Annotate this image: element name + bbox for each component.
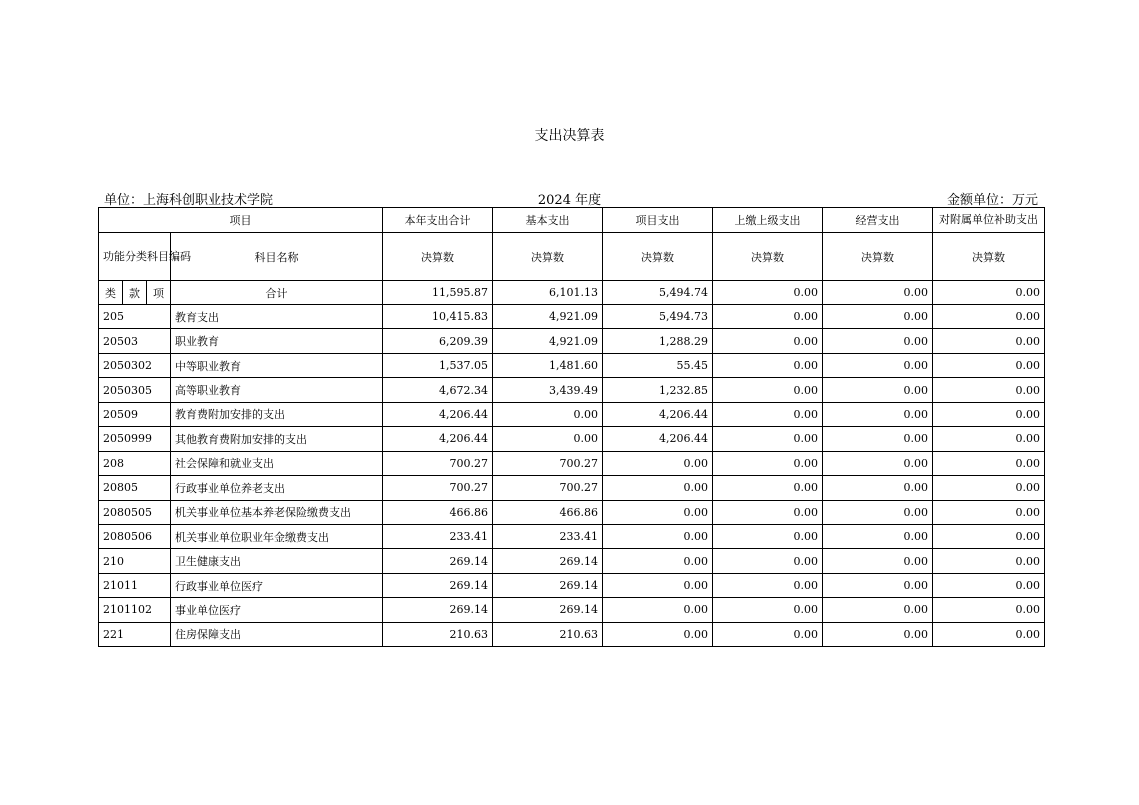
row-value: 0.00 <box>933 598 1045 622</box>
row-value: 5,494.73 <box>603 305 713 329</box>
table-row <box>99 353 1045 377</box>
row-value: 700.27 <box>493 476 603 500</box>
row-subject-name: 教育费附加安排的支出 <box>171 402 383 426</box>
row-value: 0.00 <box>933 427 1045 451</box>
row-value: 0.00 <box>603 451 713 475</box>
row-subject-name: 行政事业单位医疗 <box>171 573 383 597</box>
year-label: 2024 年度 <box>537 193 602 208</box>
row-code: 208 <box>99 451 171 475</box>
table-row <box>99 598 1045 622</box>
settle-label: 决算数 <box>823 233 933 281</box>
row-value: 0.00 <box>823 573 933 597</box>
row-value: 0.00 <box>713 524 823 548</box>
total-label: 合计 <box>171 281 383 305</box>
table-row <box>99 427 1045 451</box>
row-subject-name: 行政事业单位养老支出 <box>171 476 383 500</box>
row-value: 0.00 <box>933 451 1045 475</box>
row-value: 0.00 <box>933 378 1045 402</box>
row-value: 233.41 <box>493 524 603 548</box>
row-subject-name: 住房保障支出 <box>171 622 383 646</box>
row-subject-name: 机关事业单位职业年金缴费支出 <box>171 524 383 548</box>
header-project: 项目 <box>99 208 383 233</box>
table-row <box>99 549 1045 573</box>
row-value: 0.00 <box>933 549 1045 573</box>
table-row <box>99 451 1045 475</box>
table-row <box>99 500 1045 524</box>
row-value: 1,537.05 <box>383 353 493 377</box>
settle-label: 决算数 <box>383 233 493 281</box>
row-value: 0.00 <box>603 476 713 500</box>
header-xiang: 项 <box>147 281 171 305</box>
row-value: 0.00 <box>823 378 933 402</box>
row-value: 0.00 <box>603 598 713 622</box>
row-value: 0.00 <box>933 573 1045 597</box>
row-value: 0.00 <box>823 329 933 353</box>
row-subject-name: 职业教育 <box>171 329 383 353</box>
header-project-expense: 项目支出 <box>603 208 713 233</box>
total-value: 0.00 <box>713 281 823 305</box>
row-value: 0.00 <box>823 549 933 573</box>
row-subject-name: 其他教育费附加安排的支出 <box>171 427 383 451</box>
row-code: 20509 <box>99 402 171 426</box>
row-value: 0.00 <box>823 427 933 451</box>
row-value: 233.41 <box>383 524 493 548</box>
row-value: 0.00 <box>603 500 713 524</box>
header-subsidy: 对附属单位补助支出 <box>933 208 1045 233</box>
row-value: 0.00 <box>823 305 933 329</box>
row-value: 1,288.29 <box>603 329 713 353</box>
row-value: 1,232.85 <box>603 378 713 402</box>
row-value: 269.14 <box>383 598 493 622</box>
total-value: 0.00 <box>823 281 933 305</box>
row-value: 0.00 <box>933 476 1045 500</box>
row-subject-name: 机关事业单位基本养老保险缴费支出 <box>171 500 383 524</box>
row-value: 0.00 <box>713 573 823 597</box>
total-value: 6,101.13 <box>493 281 603 305</box>
total-value: 11,595.87 <box>383 281 493 305</box>
row-value: 0.00 <box>493 427 603 451</box>
row-code: 221 <box>99 622 171 646</box>
row-value: 4,921.09 <box>493 329 603 353</box>
row-value: 4,921.09 <box>493 305 603 329</box>
table-row <box>99 378 1045 402</box>
row-value: 3,439.49 <box>493 378 603 402</box>
table-row <box>99 329 1045 353</box>
row-value: 0.00 <box>933 353 1045 377</box>
settle-label: 决算数 <box>493 233 603 281</box>
table-row <box>99 524 1045 548</box>
row-value: 0.00 <box>603 549 713 573</box>
row-value: 6,209.39 <box>383 329 493 353</box>
page-title: 支出决算表 <box>534 128 605 144</box>
header-total: 本年支出合计 <box>383 208 493 233</box>
row-value: 4,672.34 <box>383 378 493 402</box>
row-value: 210.63 <box>383 622 493 646</box>
row-code: 20805 <box>99 476 171 500</box>
row-code: 2101102 <box>99 598 171 622</box>
row-code: 205 <box>99 305 171 329</box>
row-value: 0.00 <box>933 329 1045 353</box>
header-subject-name: 科目名称 <box>171 233 383 281</box>
row-value: 55.45 <box>603 353 713 377</box>
row-value: 0.00 <box>823 402 933 426</box>
row-subject-name: 事业单位医疗 <box>171 598 383 622</box>
table-row <box>99 402 1045 426</box>
row-value: 4,206.44 <box>603 402 713 426</box>
row-value: 0.00 <box>933 524 1045 548</box>
row-value: 210.63 <box>493 622 603 646</box>
table-row <box>99 622 1045 646</box>
row-value: 0.00 <box>823 598 933 622</box>
row-value: 4,206.44 <box>383 427 493 451</box>
total-value: 5,494.74 <box>603 281 713 305</box>
row-value: 700.27 <box>383 451 493 475</box>
row-value: 0.00 <box>603 573 713 597</box>
row-value: 466.86 <box>493 500 603 524</box>
row-subject-name: 卫生健康支出 <box>171 549 383 573</box>
row-value: 0.00 <box>823 451 933 475</box>
header-upper: 上缴上级支出 <box>713 208 823 233</box>
settle-label: 决算数 <box>933 233 1045 281</box>
row-subject-name: 中等职业教育 <box>171 353 383 377</box>
row-value: 0.00 <box>933 402 1045 426</box>
row-value: 0.00 <box>603 622 713 646</box>
row-code: 2050305 <box>99 378 171 402</box>
amount-unit-label: 金额单位：万元 <box>946 193 1038 208</box>
row-value: 0.00 <box>823 476 933 500</box>
table-row <box>99 573 1045 597</box>
row-value: 0.00 <box>823 353 933 377</box>
row-code: 2050302 <box>99 353 171 377</box>
row-value: 0.00 <box>933 500 1045 524</box>
row-subject-name: 社会保障和就业支出 <box>171 451 383 475</box>
row-value: 1,481.60 <box>493 353 603 377</box>
header-lei: 类 <box>99 281 123 305</box>
row-value: 269.14 <box>493 549 603 573</box>
row-value: 0.00 <box>713 622 823 646</box>
header-kuan: 款 <box>123 281 147 305</box>
row-value: 0.00 <box>933 305 1045 329</box>
row-value: 466.86 <box>383 500 493 524</box>
row-value: 0.00 <box>493 402 603 426</box>
row-value: 269.14 <box>383 573 493 597</box>
total-value: 0.00 <box>933 281 1045 305</box>
header-operation: 经营支出 <box>823 208 933 233</box>
row-code: 20503 <box>99 329 171 353</box>
settle-label: 决算数 <box>603 233 713 281</box>
row-value: 0.00 <box>713 500 823 524</box>
row-value: 0.00 <box>713 378 823 402</box>
row-value: 700.27 <box>493 451 603 475</box>
row-value: 0.00 <box>713 451 823 475</box>
row-value: 0.00 <box>823 622 933 646</box>
row-value: 0.00 <box>823 500 933 524</box>
row-value: 0.00 <box>713 427 823 451</box>
row-subject-name: 高等职业教育 <box>171 378 383 402</box>
row-value: 0.00 <box>603 524 713 548</box>
row-value: 4,206.44 <box>383 402 493 426</box>
row-value: 0.00 <box>933 622 1045 646</box>
row-value: 0.00 <box>823 524 933 548</box>
expenditure-table <box>98 207 1045 647</box>
row-value: 0.00 <box>713 549 823 573</box>
row-value: 0.00 <box>713 329 823 353</box>
row-value: 0.00 <box>713 598 823 622</box>
row-value: 4,206.44 <box>603 427 713 451</box>
row-code: 2080505 <box>99 500 171 524</box>
table-row <box>99 305 1045 329</box>
row-subject-name: 教育支出 <box>171 305 383 329</box>
row-code: 210 <box>99 549 171 573</box>
row-value: 269.14 <box>383 549 493 573</box>
table-row <box>99 476 1045 500</box>
row-code: 2050999 <box>99 427 171 451</box>
row-value: 0.00 <box>713 476 823 500</box>
row-value: 700.27 <box>383 476 493 500</box>
row-value: 269.14 <box>493 598 603 622</box>
header-func-code: 功能分类科目编码 <box>99 233 171 281</box>
settle-label: 决算数 <box>713 233 823 281</box>
totals-row <box>99 281 1045 305</box>
row-code: 21011 <box>99 573 171 597</box>
row-value: 10,415.83 <box>383 305 493 329</box>
header-basic: 基本支出 <box>493 208 603 233</box>
unit-label: 单位：上海科创职业技术学院 <box>104 193 274 208</box>
row-code: 2080506 <box>99 524 171 548</box>
row-value: 0.00 <box>713 305 823 329</box>
row-value: 0.00 <box>713 402 823 426</box>
row-value: 0.00 <box>713 353 823 377</box>
row-value: 269.14 <box>493 573 603 597</box>
